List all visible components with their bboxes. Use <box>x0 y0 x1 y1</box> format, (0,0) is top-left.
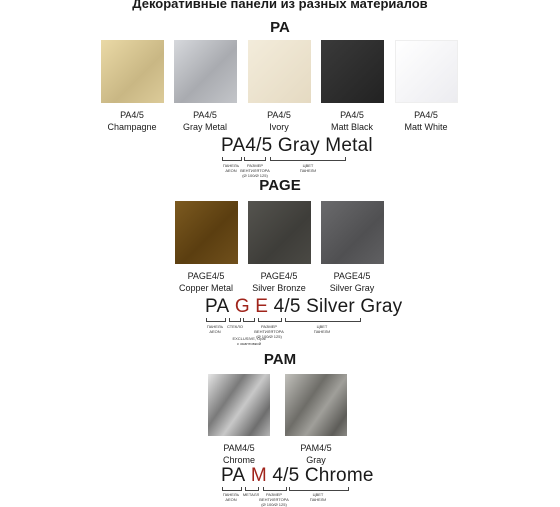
caption-code: PAM4/5 <box>223 443 255 453</box>
caption-name: Silver Bronze <box>252 283 306 293</box>
caption-code: PA4/5 <box>193 110 217 120</box>
caption-pa-matt-white <box>376 109 476 133</box>
caption-code: PA4/5 <box>340 110 364 120</box>
formula-e: E <box>255 296 269 317</box>
caption-code: PAGE4/5 <box>333 271 371 281</box>
note-color: ЦВЕТ ПАНЕЛИ <box>313 324 331 334</box>
swatch-page-silver-bronze <box>248 201 311 264</box>
bracket-metal <box>245 487 259 491</box>
formula-pam <box>221 465 374 487</box>
bracket-panel <box>206 318 226 322</box>
bracket-color <box>289 487 349 491</box>
formula-pa <box>221 135 373 157</box>
swatch-pa-matt-white <box>395 40 458 103</box>
formula-finish: Gray Metal <box>277 135 373 156</box>
formula-g: G <box>234 296 250 317</box>
caption-code: PAGE4/5 <box>187 271 225 281</box>
note-color: ЦВЕТ ПАНЕЛИ <box>299 163 317 173</box>
caption-code: PA4/5 <box>120 110 144 120</box>
formula-size: 4/5 <box>272 465 300 486</box>
caption-pam-gray <box>266 442 366 466</box>
bracket-size <box>244 157 266 161</box>
bracket-panel <box>222 157 242 161</box>
formula-finish: Chrome <box>304 465 374 486</box>
caption-name: Gray <box>306 455 326 465</box>
note-panel: ПАНЕЛЬ AEON <box>222 492 240 502</box>
swatch-pam-gray <box>285 374 347 436</box>
caption-code: PAM4/5 <box>300 443 332 453</box>
caption-code: PAGE4/5 <box>260 271 298 281</box>
caption-name: Copper Metal <box>178 283 234 293</box>
caption-name: Champagne <box>107 122 157 132</box>
bracket-exclusive <box>243 318 255 322</box>
bracket-glass <box>229 318 241 322</box>
caption-code: PA4/5 <box>267 110 291 120</box>
note-glass: СТЕКЛО <box>227 324 243 329</box>
caption-name: Matt White <box>404 122 448 132</box>
caption-page-silver-gray <box>302 270 402 294</box>
note-exclusive: EXCLUSIVE, Opal с окантовкой <box>232 336 266 346</box>
formula-size: 4/5 <box>273 296 301 317</box>
note-panel: ПАНЕЛЬ AEON <box>206 324 224 334</box>
section-heading-pam: PAM <box>263 351 297 368</box>
note-size: РАЗМЕР ВЕНТИЛЯТОРА (Ø 100/Ø 125) <box>259 492 289 507</box>
note-panel: ПАНЕЛЬ AEON <box>222 163 240 173</box>
swatch-page-copper-metal <box>175 201 238 264</box>
bracket-color <box>285 318 361 322</box>
formula-finish: Silver Gray <box>306 296 403 317</box>
page-title: Декоративные панели из разных материалов <box>132 0 428 11</box>
note-size: РАЗМЕР ВЕНТИЛЯТОРА (Ø 100/Ø 125) <box>254 324 284 339</box>
formula-pa: PA <box>221 465 246 486</box>
formula-pa: PA <box>205 296 230 317</box>
note-size: РАЗМЕР ВЕНТИЛЯТОРА (Ø 100/Ø 125) <box>240 163 270 178</box>
formula-code: PA4/5 <box>221 135 273 156</box>
formula-page <box>205 296 402 318</box>
bracket-panel <box>222 487 242 491</box>
section-heading-pa: PA <box>270 19 290 36</box>
caption-name: Gray Metal <box>182 122 227 132</box>
bracket-size <box>258 318 282 322</box>
bracket-color <box>270 157 346 161</box>
caption-code: PA4/5 <box>414 110 438 120</box>
caption-name: Matt Black <box>330 122 373 132</box>
note-color: ЦВЕТ ПАНЕЛИ <box>309 492 327 502</box>
swatch-pa-matt-black <box>321 40 384 103</box>
swatch-pa-gray-metal <box>174 40 237 103</box>
swatch-pa-ivory <box>248 40 311 103</box>
formula-m: M <box>250 465 267 486</box>
section-heading-page: PAGE <box>259 177 301 194</box>
note-metal: МЕТАЛЛ <box>242 492 260 497</box>
caption-name: Chrome <box>222 455 255 465</box>
swatch-page-silver-gray <box>321 201 384 264</box>
caption-name: Silver Gray <box>329 283 375 293</box>
bracket-size <box>263 487 287 491</box>
caption-name: Ivory <box>269 122 289 132</box>
swatch-pam-chrome <box>208 374 270 436</box>
swatch-pa-champagne <box>101 40 164 103</box>
